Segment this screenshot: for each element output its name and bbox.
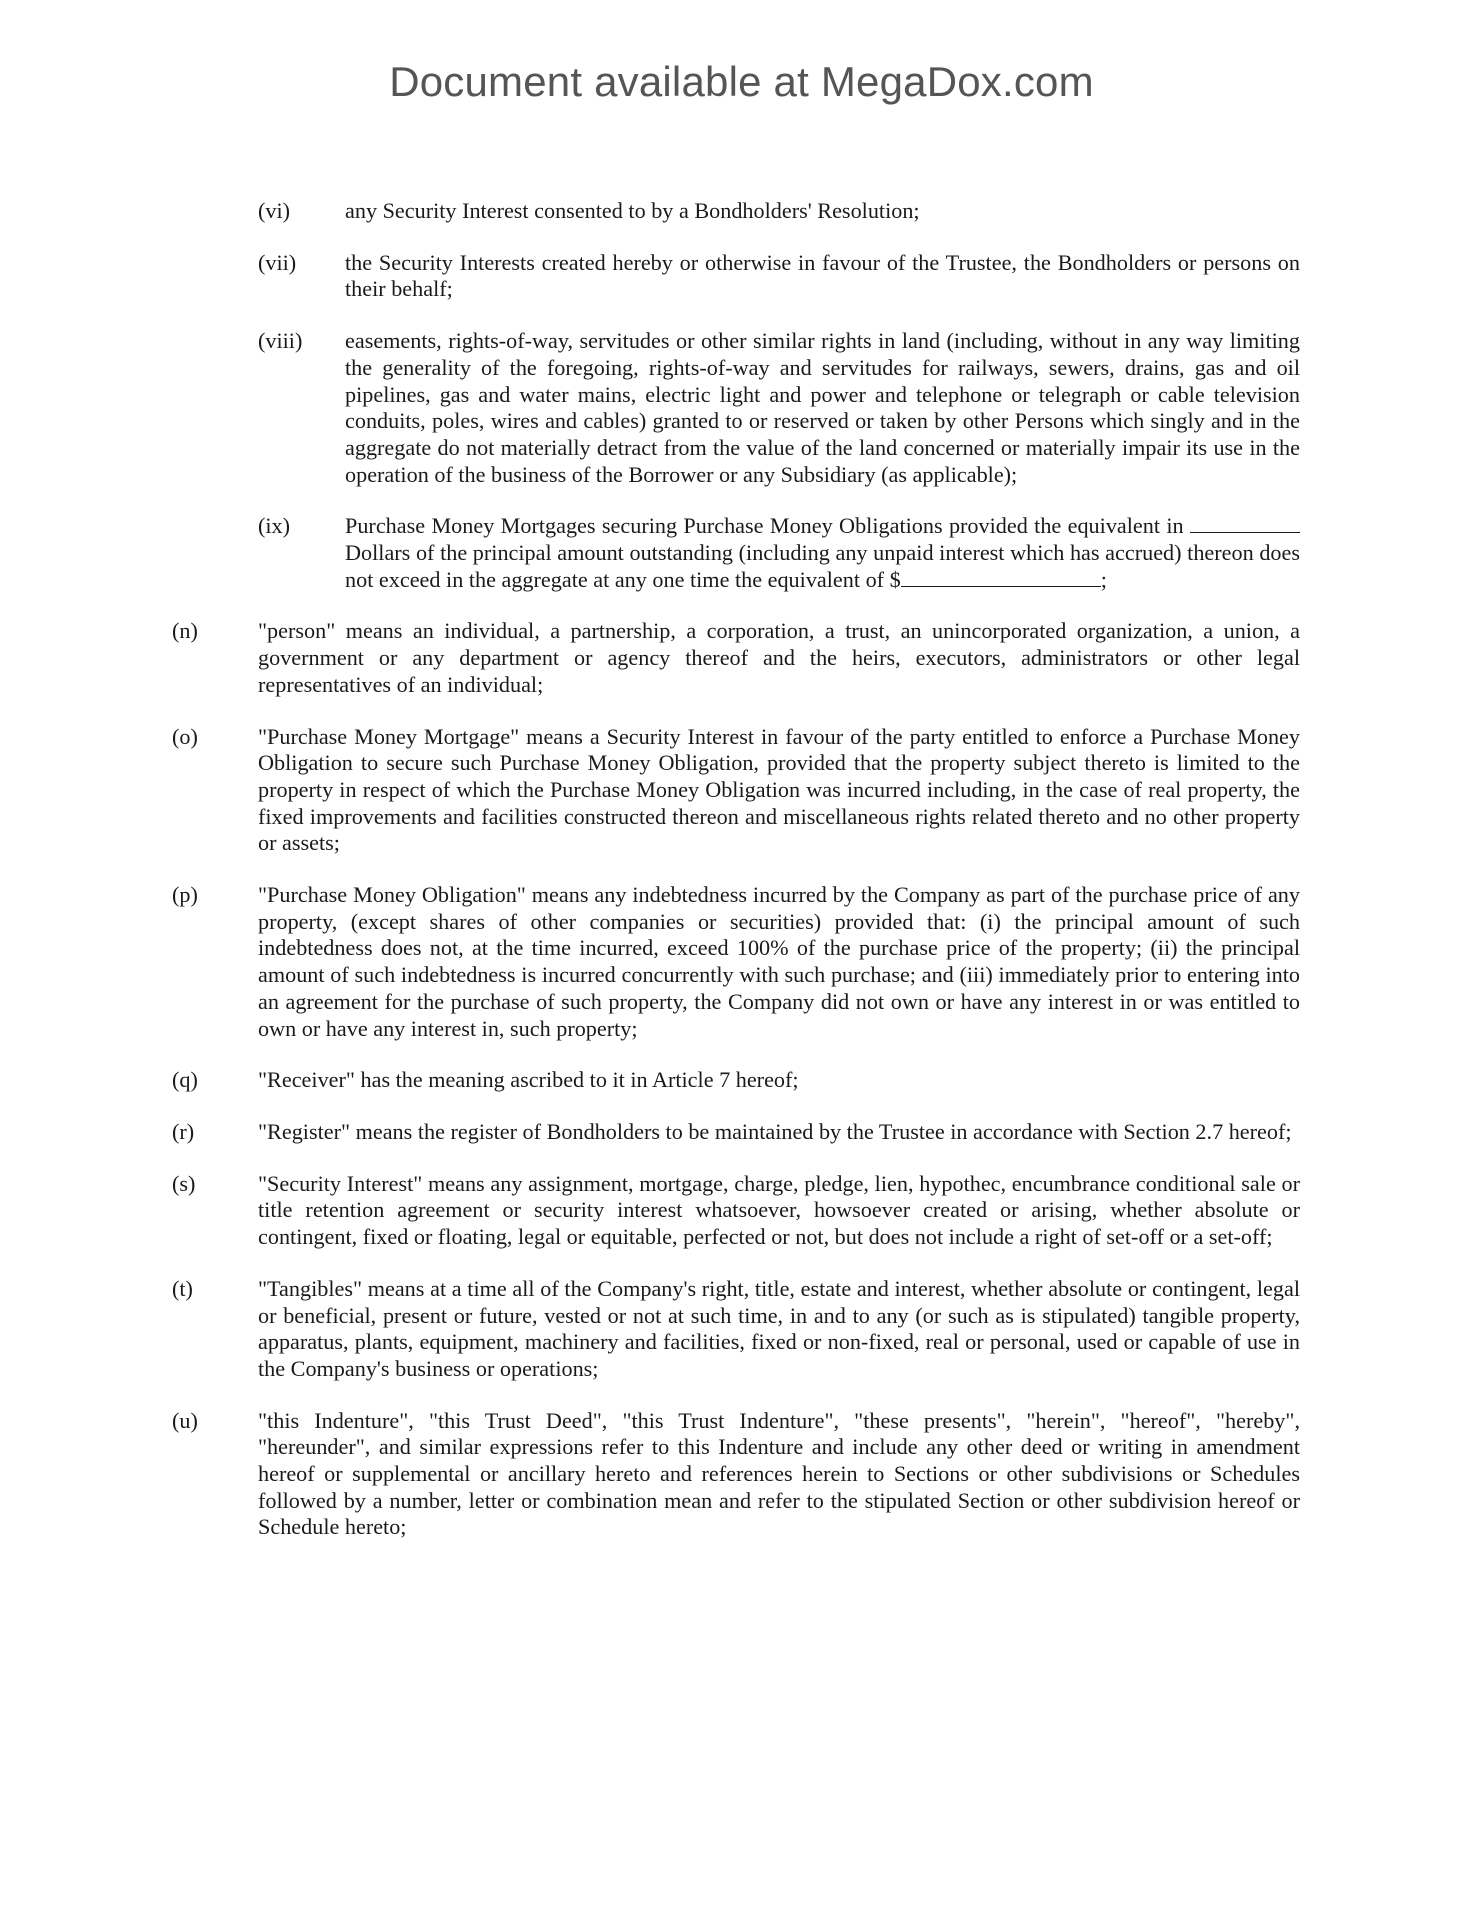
definition-item-o bbox=[172, 724, 1300, 858]
clause-item-ix bbox=[172, 513, 1300, 593]
clause-label: (viii) bbox=[258, 328, 303, 354]
clause-text: the Security Interests created hereby or otherwise in favour of the Trustee, the Bondholders or persons on their behalf; bbox=[345, 249, 1300, 302]
definition-label: (u) bbox=[172, 1407, 198, 1433]
definition-label: (n) bbox=[172, 618, 198, 644]
definition-text: "Register" means the register of Bondholders to be maintained by the Trustee in accordance with Section 2.7 hereof; bbox=[258, 1118, 1292, 1144]
definition-label: (t) bbox=[172, 1275, 193, 1301]
definition-item-p bbox=[172, 882, 1300, 1042]
definition-item-q bbox=[172, 1067, 1300, 1094]
amount-blank-field[interactable] bbox=[901, 567, 1101, 587]
clause-item-vi bbox=[172, 198, 1300, 225]
definition-label: (p) bbox=[172, 882, 198, 908]
clause-text-part: Purchase Money Mortgages securing Purchase Money Obligations provided the equivalent in bbox=[345, 513, 1184, 539]
definition-item-s bbox=[172, 1171, 1300, 1251]
clause-text-part: Dollars of the principal amount outstanding (including any unpaid interest which has accrued) thereon does not exceed in the aggregate at any one time the equivalent of $ bbox=[345, 540, 1300, 592]
definition-item-r bbox=[172, 1119, 1300, 1146]
clause-label: (vii) bbox=[258, 249, 297, 275]
clause-text bbox=[345, 513, 1300, 593]
watermark-banner: Document available at MegaDox.com bbox=[389, 58, 1094, 105]
clause-text: easements, rights-of-way, servitudes or other similar rights in land (including, without in any way limiting the generality of the foregoing, rights-of-way and servitudes for railways, sewers, drains, gas and oil pipelines, gas and water mains, electric light and power and telephone or telegraph or cable television conduits, poles, wires and cables) granted to or reserved or taken by other Persons which singly and in the aggregate do not materially detract from the value of the land concerned or materially impair its use in the operation of the business of the Borrower or any Subsidiary (as applicable); bbox=[345, 328, 1300, 487]
clause-label: (vi) bbox=[258, 198, 291, 223]
clause-text-part: ; bbox=[1100, 566, 1107, 592]
definition-text: "Purchase Money Obligation" means any indebtedness incurred by the Company as part of the purchase price of any property, (except shares of other companies or securities) provided that: (i) the principal amount of such indebtedness does not, at the time incurred, exceed 100% of the purchase price of the property; (ii) the principal amount of such indebtedness is incurred concurrently with such purchase; and (iii) immediately prior to entering into an agreement for the purchase of such property, the Company did not own or have any interest in or was entitled to own or have any interest in, such property; bbox=[258, 882, 1300, 1041]
definition-text: "this Indenture", "this Trust Deed", "this Trust Indenture", "these presents", "herein", "hereof", "hereby", "hereunder", and similar expressions refer to this Indenture and include any other deed or writing in amendment hereof or supplemental or ancillary hereto and references herein to Sections or other subdivisions or Schedules followed by a number, letter or combination mean and refer to the stipulated Section or other subdivision hereof or Schedule hereto; bbox=[258, 1407, 1300, 1540]
clause-text: any Security Interest consented to by a Bondholders' Resolution; bbox=[345, 198, 920, 223]
definition-text: "Purchase Money Mortgage" means a Security Interest in favour of the party entitled to enforce a Purchase Money Obligation to secure such Purchase Money Obligation, provided that the property subject thereto is limited to the property in respect of which the Purchase Money Obligation was incurred including, in the case of real property, the fixed improvements and facilities constructed thereon and miscellaneous rights related thereto and no other property or assets; bbox=[258, 723, 1300, 856]
definition-label: (q) bbox=[172, 1067, 198, 1093]
definition-text: "Tangibles" means at a time all of the Company's right, title, estate and interest, whether absolute or contingent, legal or beneficial, present or future, vested or not at such time, in and to any (or such as is stipulated) tangible property, apparatus, plants, equipment, machinery and facilities, fixed or non-fixed, real or personal, used or capable of use in the Company's business or operations; bbox=[258, 1275, 1300, 1381]
definition-item-u bbox=[172, 1408, 1300, 1542]
currency-blank-field[interactable] bbox=[1190, 513, 1300, 533]
clause-item-viii bbox=[172, 328, 1300, 488]
definition-text: "person" means an individual, a partnership, a corporation, a trust, an unincorporated organization, a union, a government or any department or agency thereof and the heirs, executors, administrators or other legal representatives of an individual; bbox=[258, 618, 1300, 697]
definition-label: (o) bbox=[172, 723, 198, 749]
definition-text: "Receiver" has the meaning ascribed to it in Article 7 hereof; bbox=[258, 1067, 799, 1093]
definition-label: (r) bbox=[172, 1118, 195, 1144]
definition-item-t bbox=[172, 1276, 1300, 1383]
definition-item-n bbox=[172, 618, 1300, 698]
definition-label: (s) bbox=[172, 1170, 196, 1196]
clause-label: (ix) bbox=[258, 513, 291, 539]
definition-text: "Security Interest" means any assignment, mortgage, charge, pledge, lien, hypothec, encumbrance conditional sale or title retention agreement or security interest whatsoever, howsoever created or arising, whether absolute or contingent, fixed or floating, legal or equitable, perfected or not, but does not include a right of set-off or a set-off; bbox=[258, 1170, 1300, 1250]
clause-item-vii bbox=[172, 250, 1300, 303]
document-body bbox=[172, 198, 1300, 1566]
